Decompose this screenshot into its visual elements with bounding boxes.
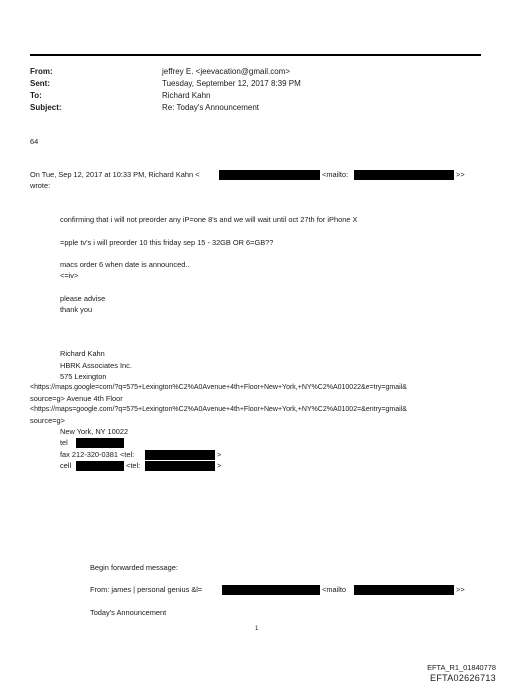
signature-name: Richard Kahn (60, 349, 105, 358)
to-label: To: (30, 91, 42, 100)
signature-city: New York, NY 10022 (60, 427, 129, 436)
signature-cell-tel: <tel: (126, 461, 141, 470)
body-para-iphone: confirming that i will not preorder any iP=one 8's and we will wait until oct 27th for iPhone X (60, 215, 358, 224)
signature-company: HBRK Associates Inc. (60, 361, 132, 370)
body-para-macs: macs order 6 when date is announced.. (60, 260, 190, 269)
reply-text: 64 (30, 137, 39, 146)
cell-close: > (217, 461, 222, 470)
redaction-block (145, 450, 215, 460)
sent-value: Tuesday, September 12, 2017 8:39 PM (162, 79, 301, 88)
page-number: 1 (255, 626, 259, 632)
forwarded-end: >> (456, 585, 465, 594)
footer-efta-id: EFTA02626713 (430, 673, 496, 683)
signature-cell-label: cell (60, 461, 72, 470)
from-value: jeffrey E. <jeevacation@gmail.com> (162, 67, 291, 76)
fax-close: > (217, 450, 222, 459)
sent-label: Sent: (30, 79, 50, 88)
quote-wrote: wrote: (30, 181, 51, 190)
footer-doc-id: EFTA_R1_01840778 (427, 663, 496, 672)
signature-tel-label: tel (60, 438, 68, 447)
body-thank-you: thank you (60, 305, 93, 314)
forwarded-mailto: <mailto (322, 585, 347, 594)
quote-mailto: <mailto: (322, 170, 349, 179)
forwarded-subject: Today's Announcement (90, 608, 167, 617)
forwarded-begin: Begin forwarded message: (90, 563, 178, 572)
maps-link-2-cont: source=g> (30, 416, 65, 425)
redaction-block (76, 461, 124, 471)
subject-value: Re: Today's Announcement (162, 103, 259, 112)
redaction-block (219, 170, 320, 180)
to-value: Richard Kahn (162, 91, 211, 100)
maps-link-1-cont: source=g> Avenue 4th Floor (30, 394, 123, 403)
body-para-appletv: =pple tv's i will preorder 10 this friday sep 15 - 32GB OR 6=GB?? (60, 238, 274, 247)
redaction-block (145, 461, 215, 471)
quote-end: >> (456, 170, 465, 179)
header-rule (30, 54, 481, 56)
redaction-block (354, 170, 454, 180)
maps-link-2: <https://maps=google.com/?q=575+Lexington%C2%A0Avenue+4th+Floor+New+York,+NY%C2%A01002=&entry=gmail& (30, 406, 407, 413)
signature-fax: fax 212-320-0381 <tel: (60, 450, 135, 459)
redaction-block (76, 438, 124, 448)
quote-intro: On Tue, Sep 12, 2017 at 10:33 PM, Richard Kahn < (30, 170, 200, 179)
redaction-block (222, 585, 320, 595)
from-label: From: (30, 67, 53, 76)
body-para-div: <=iv> (60, 271, 79, 280)
subject-label: Subject: (30, 103, 62, 112)
body-please-advise: please advise (60, 294, 106, 303)
forwarded-from: From: james | personal genius &l= (90, 585, 203, 594)
maps-link-1: <https://maps.google=com/?q=575+Lexington%C2%A0Avenue+4th+Floor+New+York,+NY%C2%A010022&e=try=gmail& (30, 384, 407, 391)
redaction-block (354, 585, 454, 595)
signature-street: 575 Lexington (60, 372, 107, 381)
